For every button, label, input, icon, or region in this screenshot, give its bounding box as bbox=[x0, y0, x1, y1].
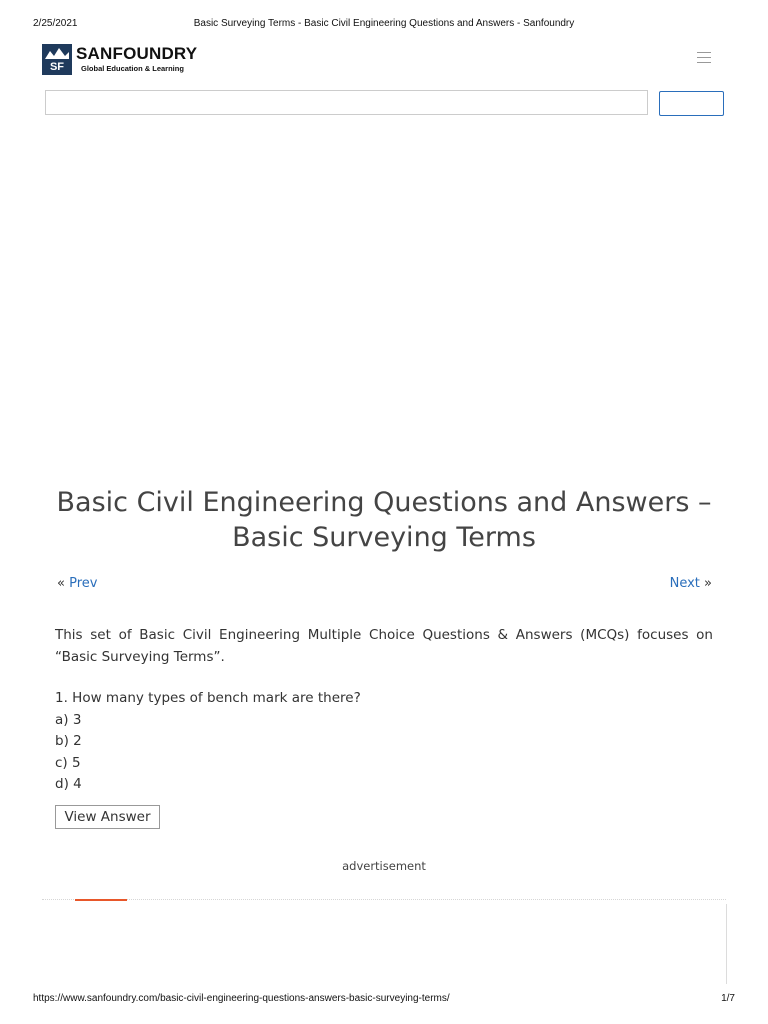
question-text: 1. How many types of bench mark are there? bbox=[55, 690, 361, 706]
hamburger-menu-icon[interactable] bbox=[697, 52, 711, 64]
print-date: 2/25/2021 bbox=[33, 18, 78, 29]
answer-option: a) 3 bbox=[55, 711, 82, 728]
menu-icon-bar bbox=[697, 52, 711, 53]
menu-icon-bar bbox=[697, 57, 711, 58]
prev-link[interactable]: Prev bbox=[69, 576, 98, 591]
intro-paragraph: This set of Basic Civil Engineering Multiple Choice Questions & Answers (MCQs) focuses on “Basic Surveying Terms”. bbox=[55, 627, 713, 665]
view-answer-button[interactable]: View Answer bbox=[55, 805, 160, 829]
print-footer bbox=[0, 993, 768, 1007]
ad-divider bbox=[42, 899, 726, 900]
logo-badge bbox=[42, 44, 72, 75]
page-title: Basic Civil Engineering Questions and Answers – Basic Surveying Terms bbox=[56, 487, 712, 553]
prev-nav bbox=[57, 576, 97, 591]
prev-arrow: « bbox=[57, 576, 70, 591]
search-input[interactable] bbox=[45, 90, 648, 115]
logo-name: SANFOUNDRY bbox=[76, 43, 198, 63]
next-nav bbox=[670, 576, 712, 591]
print-title: Basic Surveying Terms - Basic Civil Engineering Questions and Answers - Sanfoundry bbox=[193, 18, 575, 29]
print-url: https://www.sanfoundry.com/basic-civil-engineering-questions-answers-basic-surveying-terms/ bbox=[33, 993, 450, 1004]
logo-text bbox=[76, 45, 197, 74]
answer-option: c) 5 bbox=[55, 754, 81, 771]
next-arrow: » bbox=[699, 576, 712, 591]
answer-option: d) 4 bbox=[55, 776, 82, 792]
logo-badge-text: SF bbox=[49, 60, 65, 73]
logo-tagline: Global Education & Learning bbox=[81, 63, 184, 73]
answer-option: b) 2 bbox=[55, 733, 82, 749]
question-block bbox=[55, 688, 713, 796]
search-button[interactable] bbox=[659, 91, 724, 116]
next-link[interactable]: Next bbox=[669, 576, 700, 591]
print-header bbox=[0, 18, 768, 32]
advertisement-label: advertisement bbox=[342, 859, 426, 873]
ad-accent-bar bbox=[75, 899, 127, 901]
mountain-icon bbox=[45, 47, 69, 59]
site-logo[interactable] bbox=[42, 43, 197, 75]
menu-icon-bar bbox=[697, 62, 711, 63]
print-page-number: 1/7 bbox=[721, 993, 735, 1004]
ad-side-border bbox=[726, 904, 727, 984]
